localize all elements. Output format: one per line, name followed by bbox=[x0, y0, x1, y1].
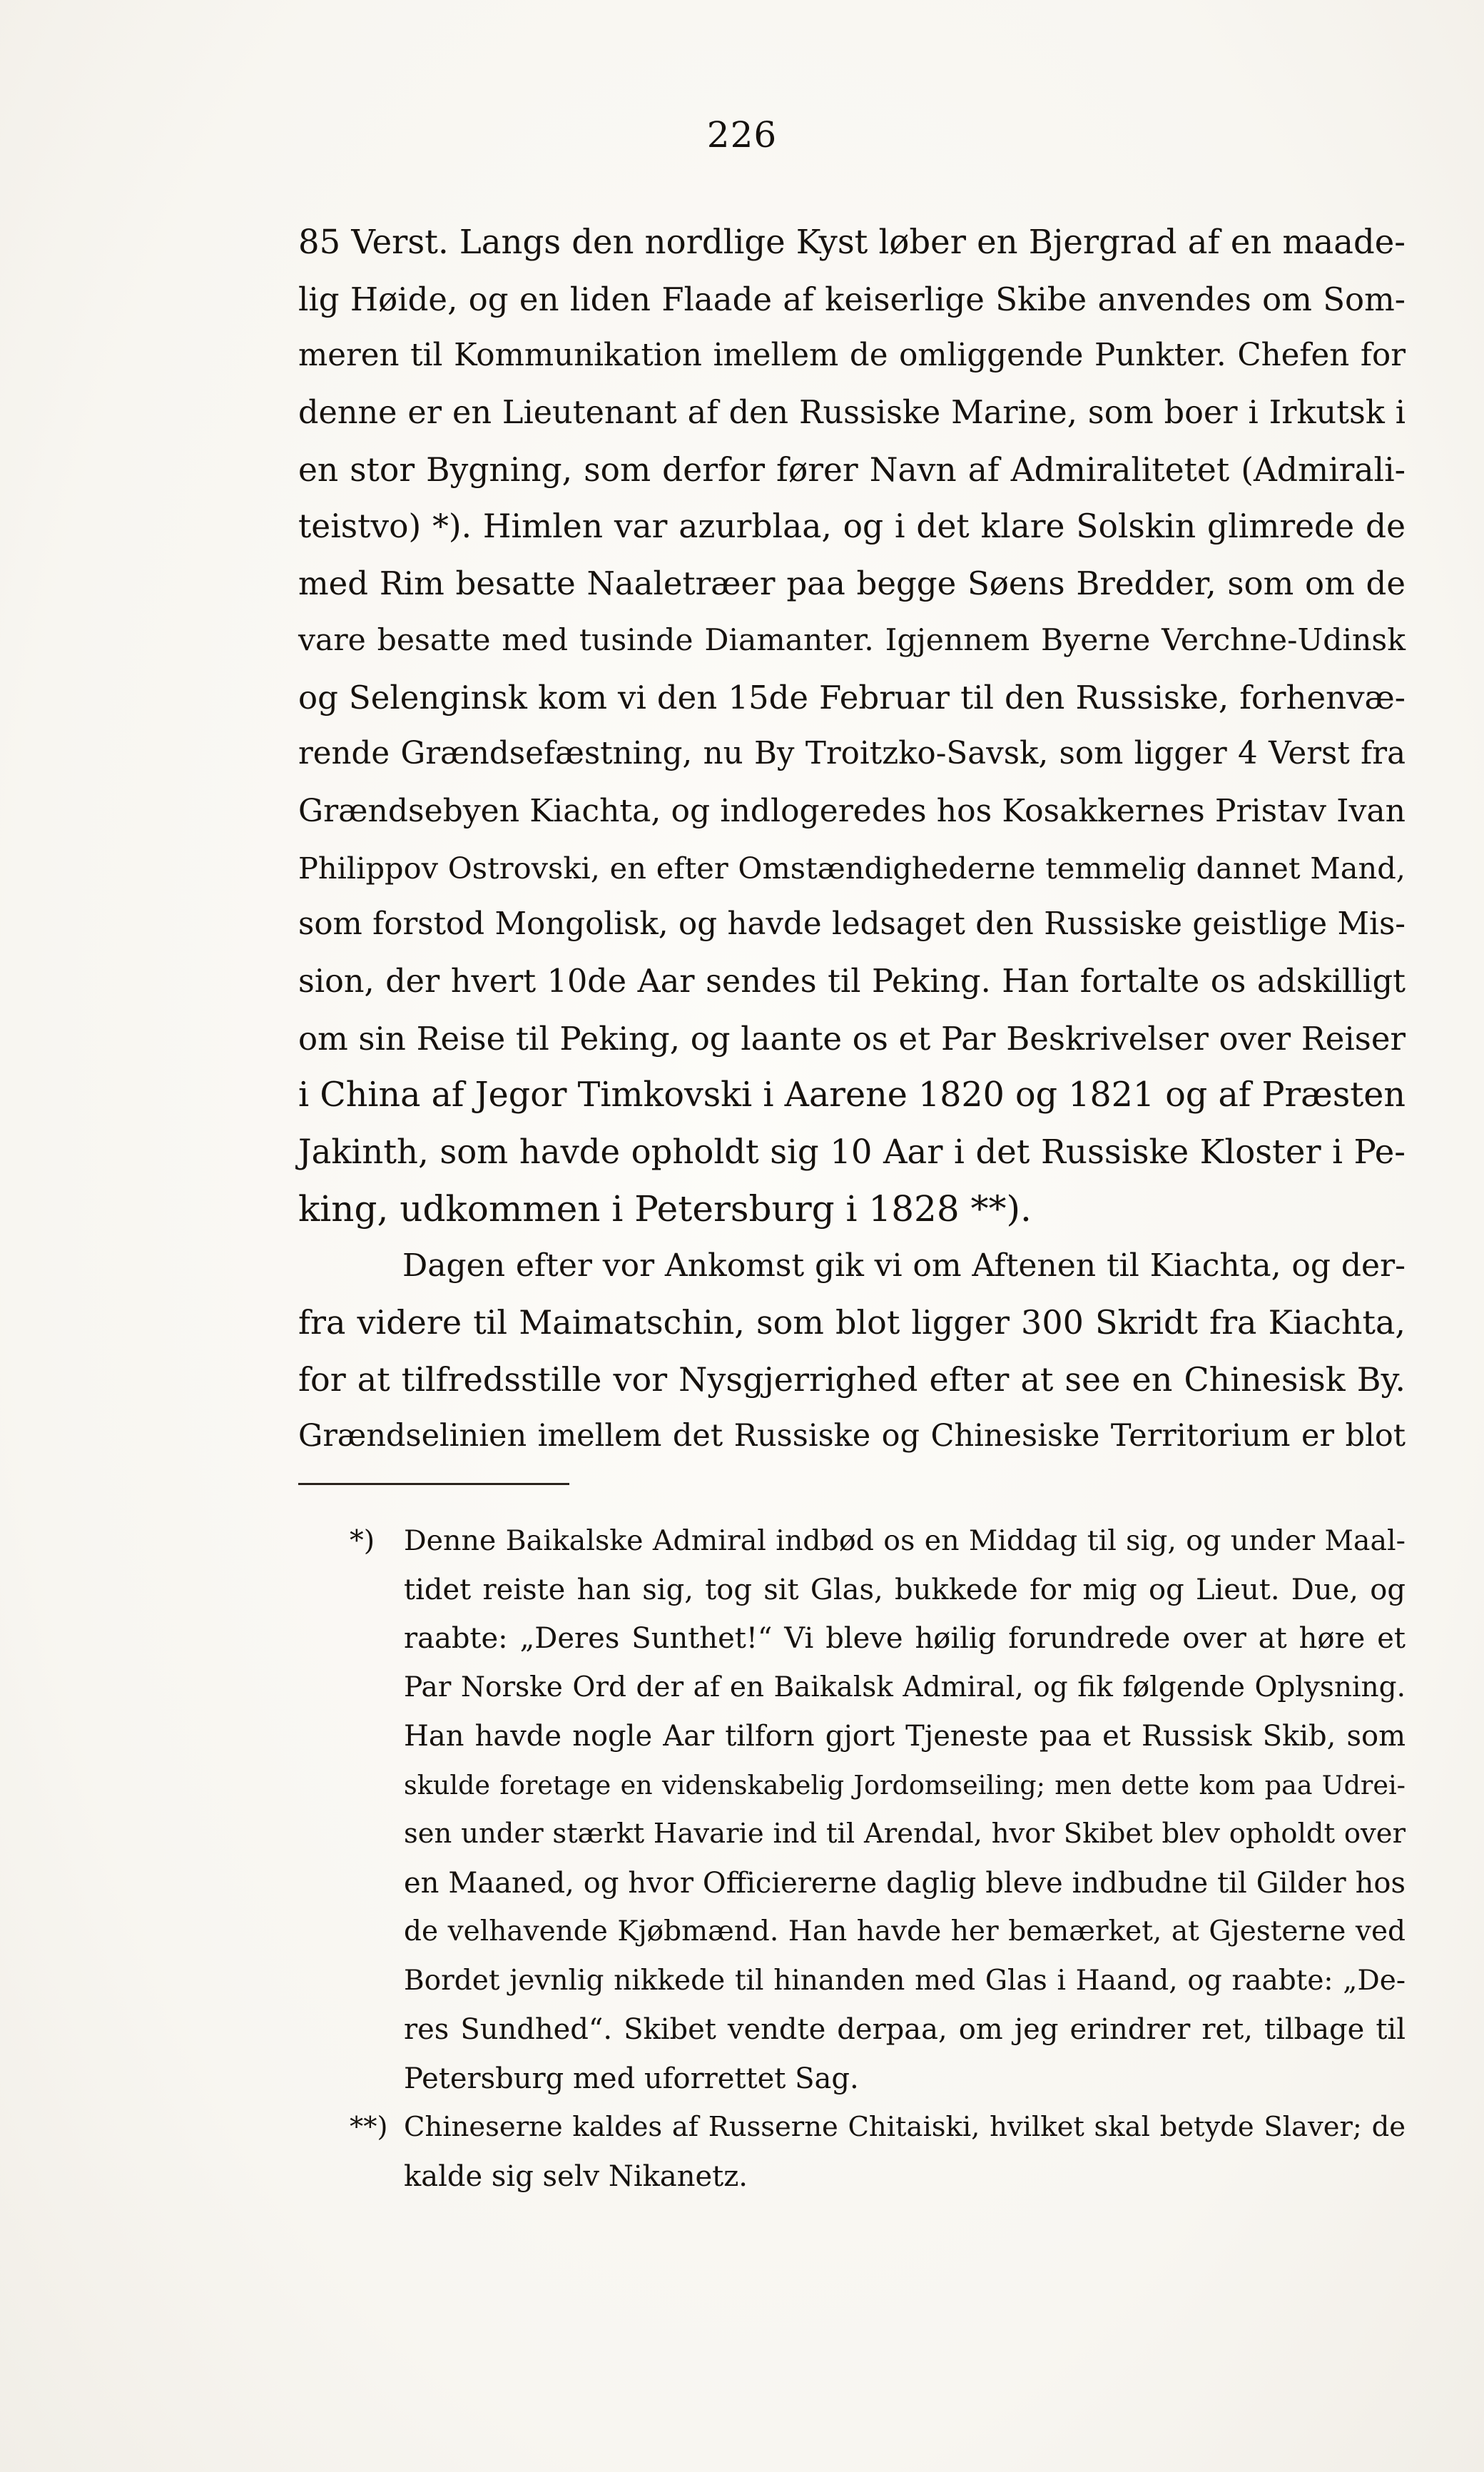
text-line: om sin Reise til Peking, og laante os et Par Beskrivelser over Reiser bbox=[298, 1019, 1406, 1058]
text-line: meren til Kommunikation imellem de omliggende Punkter. Chefen for bbox=[298, 338, 1406, 374]
text-line: vare besatte med tusinde Diamanter. Igjennem Byerne Verchne-Udinsk bbox=[298, 622, 1406, 658]
footnote-line: Petersburg med uforrettet Sag. bbox=[404, 2062, 859, 2095]
text-line: rende Grændsefæstning, nu By Troitzko-Savsk, som ligger 4 Verst fra bbox=[298, 736, 1406, 772]
footnote-divider bbox=[298, 1483, 569, 1485]
text-line: Dagen efter vor Ankomst gik vi om Aftenen til Kiachta, og der- bbox=[402, 1247, 1406, 1285]
text-line: en stor Bygning, som derfor fører Navn af Admiralitetet (Admirali- bbox=[298, 450, 1406, 489]
footnotes bbox=[350, 1516, 1406, 2201]
footnote-line bbox=[350, 2103, 1406, 2152]
text-line: Grændselinien imellem det Russiske og Chinesiske Territorium er blot bbox=[298, 1418, 1406, 1454]
text-line: i China af Jegor Timkovski i Aarene 1820 og 1821 og af Præsten bbox=[298, 1075, 1406, 1115]
footnote-marker: **) bbox=[350, 2111, 388, 2143]
footnote-line: skulde foretage en videnskabelig Jordomseiling; men dette kom paa Udrei- bbox=[404, 1769, 1406, 1800]
footnote-marker: *) bbox=[350, 1524, 375, 1557]
text-line: lig Høide, og en liden Flaade af keiserlige Skibe anvendes om Som- bbox=[298, 280, 1406, 318]
footnote-line bbox=[350, 1516, 1406, 1566]
footnote-line: sen under stærkt Havarie ind til Arendal, hvor Skibet blev opholdt over bbox=[404, 1818, 1406, 1850]
text-line: 85 Verst. Langs den nordlige Kyst løber en Bjergrad af en maade- bbox=[298, 223, 1406, 261]
text-line: og Selenginsk kom vi den 15de Februar til den Russiske, forhenvæ- bbox=[298, 678, 1406, 716]
footnote-line: tidet reiste han sig, tog sit Glas, bukkede for mig og Lieut. Due, og bbox=[404, 1573, 1406, 1606]
text-line: Jakinth, som havde opholdt sig 10 Aar i det Russiske Kloster i Pe- bbox=[298, 1133, 1406, 1171]
footnote-line: de velhavende Kjøbmænd. Han havde her bemærket, at Gjesterne ved bbox=[404, 1915, 1406, 1947]
text-line: for at tilfredsstille vor Nysgjerrighed efter at see en Chinesisk By. bbox=[298, 1359, 1406, 1399]
text-line: teistvo) *). Himlen var azurblaa, og i det klare Solskin glimrede de bbox=[298, 507, 1406, 546]
footnote-line: res Sundhed“. Skibet vendte derpaa, om jeg erindrer ret, tilbage til bbox=[404, 2013, 1406, 2046]
footnote-line: raabte: „Deres Sunthet!“ Vi bleve høilig forundrede over at høre et bbox=[404, 1622, 1406, 1655]
text-line: Philippov Ostrovski, en efter Omstændighederne temmelig dannet Mand, bbox=[298, 850, 1406, 886]
footnote-line: Han havde nogle Aar tilforn gjort Tjeneste paa et Russisk Skib, som bbox=[404, 1720, 1406, 1753]
footnote-line: Par Norske Ord der af en Baikalsk Admiral, og fik følgende Oplysning. bbox=[404, 1671, 1406, 1703]
text-line: denne er en Lieutenant af den Russiske Marine, som boer i Irkutsk i bbox=[298, 395, 1406, 432]
footnote-text: Chineserne kaldes af Russerne Chitaiski, hvilket skal betyde Slaver; de bbox=[404, 2111, 1406, 2143]
text-line: med Rim besatte Naaletræer paa begge Søens Bredder, som om de bbox=[298, 564, 1406, 603]
page-number: 226 bbox=[706, 114, 778, 156]
footnote-text: Denne Baikalske Admiral indbød os en Middag til sig, og under Maal- bbox=[404, 1524, 1406, 1557]
footnote-line: en Maaned, og hvor Officiererne daglig bleve indbudne til Gilder hos bbox=[404, 1866, 1406, 1900]
text-line: sion, der hvert 10de Aar sendes til Peking. Han fortalte os adskilligt bbox=[298, 963, 1406, 1000]
text-line: som forstod Mongolisk, og havde ledsaget den Russiske geistlige Mis- bbox=[298, 906, 1406, 943]
footnote-line: Bordet jevnlig nikkede til hinanden med Glas i Haand, og raabte: „De- bbox=[404, 1964, 1406, 1997]
text-line: Grændsebyen Kiachta, og indlogeredes hos Kosakkernes Pristav Ivan bbox=[298, 792, 1406, 829]
footnote-line: kalde sig selv Nikanetz. bbox=[404, 2159, 748, 2193]
text-line: fra videre til Maimatschin, som blot ligger 300 Skridt fra Kiachta, bbox=[298, 1303, 1406, 1342]
main-text bbox=[298, 214, 1406, 1465]
text-line: king, udkommen i Petersburg i 1828 **). bbox=[298, 1187, 1032, 1230]
